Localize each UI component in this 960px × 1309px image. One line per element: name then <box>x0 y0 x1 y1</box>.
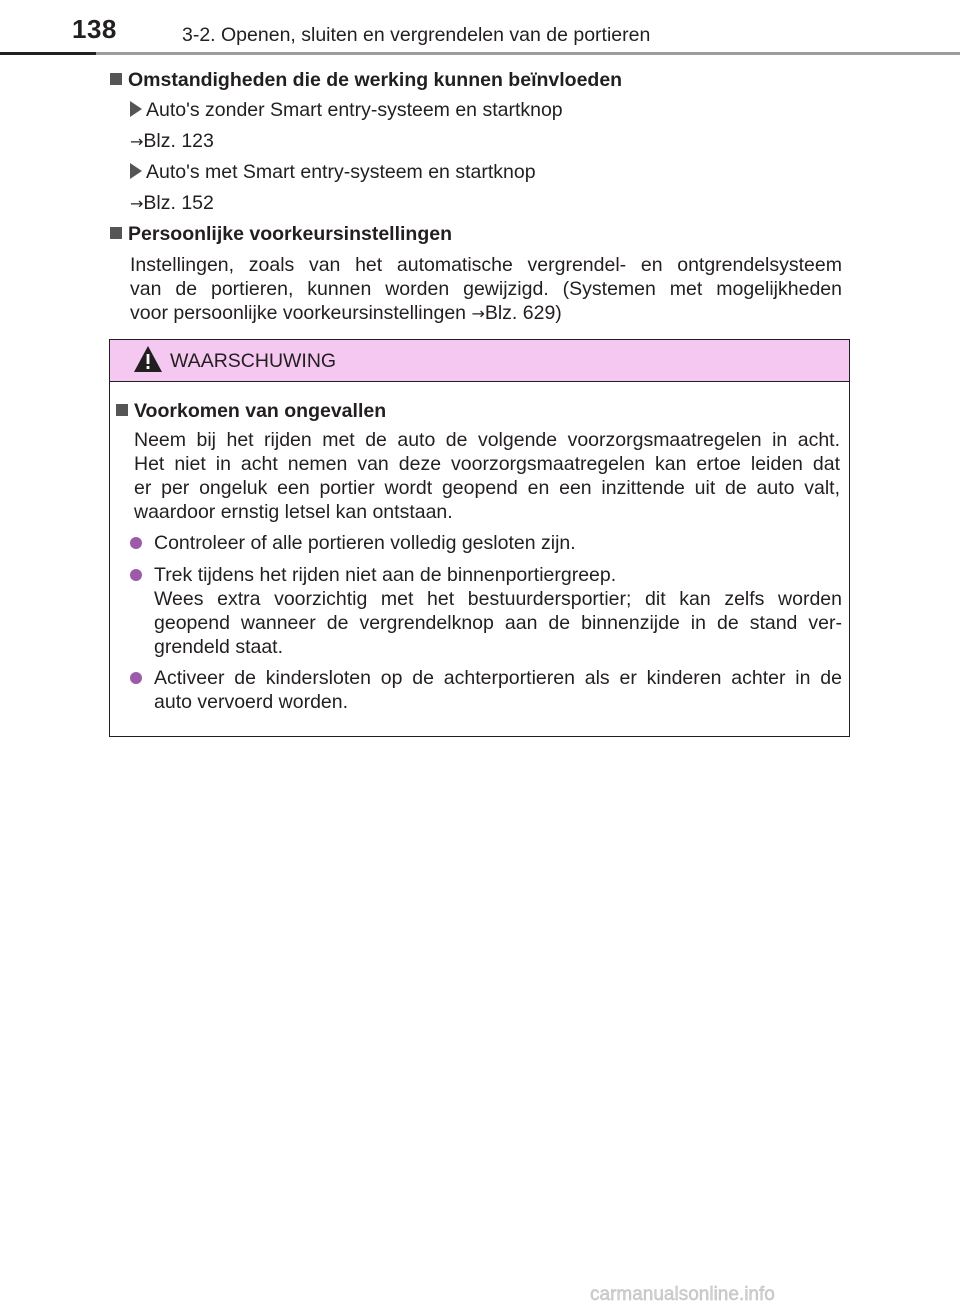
triangle-right-icon <box>130 163 142 179</box>
warning-text-line: Het niet in acht nemen van deze voorzorgsmaatregelen kan ertoe leiden dat <box>134 453 840 475</box>
warning-text-line: Neem bij het rijden met de auto de volgende voorzorgsmaatregelen in acht. <box>134 429 840 451</box>
watermark-logo <box>590 1282 950 1306</box>
bullet-text: Wees extra voorzichtig met het bestuurdersportier; dit kan zelfs worden <box>154 588 842 610</box>
bullet-text: Trek tijdens het rijden niet aan de binnenportiergreep. <box>154 564 617 586</box>
square-icon <box>110 73 122 85</box>
list-item: Auto's met Smart entry-systeem en startknop <box>130 161 536 184</box>
square-icon <box>110 227 122 239</box>
bullet-text: Controleer of alle portieren volledig gesloten zijn. <box>154 532 576 554</box>
warning-triangle-icon <box>133 345 163 373</box>
page-number: 138 <box>72 14 117 44</box>
warning-title: Voorkomen van ongevallen <box>116 400 386 423</box>
paragraph-line: Instellingen, zoals van het automatische vergrendel- en ontgrendelsysteem <box>130 254 842 276</box>
section-title-circumstances: Omstandigheden die de werking kunnen beïnvloeden <box>110 69 622 92</box>
warning-header <box>110 340 849 382</box>
arrow-right-icon: → <box>130 132 144 151</box>
triangle-right-icon <box>130 101 142 117</box>
paragraph-line: van de portieren, kunnen worden gewijzigd. (Systemen met mogelijkheden <box>130 278 842 300</box>
page-header <box>0 0 960 52</box>
bullet-text: grendeld staat. <box>154 636 284 658</box>
warning-box <box>109 339 850 737</box>
page-reference: →Blz. 152 <box>130 192 214 214</box>
bullet-text: auto vervoerd worden. <box>154 691 349 713</box>
paragraph-line: voor persoonlijke voorkeursinstellingen →Blz. 629) <box>130 302 562 324</box>
square-icon <box>116 404 128 416</box>
section-title-personal: Persoonlijke voorkeursinstellingen <box>110 223 452 246</box>
chapter-title: 3-2. Openen, sluiten en vergrendelen van de portieren <box>182 24 651 46</box>
warning-text-line: waardoor ernstig letsel kan ontstaan. <box>134 501 453 523</box>
list-item: Auto's zonder Smart entry-systeem en startknop <box>130 99 563 122</box>
page-reference: →Blz. 123 <box>130 130 214 152</box>
svg-text:carmanualsonline.info: carmanualsonline.info <box>590 1284 775 1305</box>
bullet-text: Activeer de kindersloten op de achterportieren als er kinderen achter in de <box>154 667 842 689</box>
bullet-icon <box>130 672 142 684</box>
warning-label: WAARSCHUWING <box>170 350 337 372</box>
bullet-icon <box>130 537 142 549</box>
bullet-icon <box>130 569 142 581</box>
bullet-text: geopend wanneer de vergrendelknop aan de binnenzijde in de stand ver- <box>154 612 842 634</box>
header-divider <box>0 52 960 55</box>
warning-text-line: er per ongeluk een portier wordt geopend en een inzittende uit de auto valt, <box>134 477 840 499</box>
arrow-right-icon: → <box>471 304 485 323</box>
arrow-right-icon: → <box>130 194 144 213</box>
